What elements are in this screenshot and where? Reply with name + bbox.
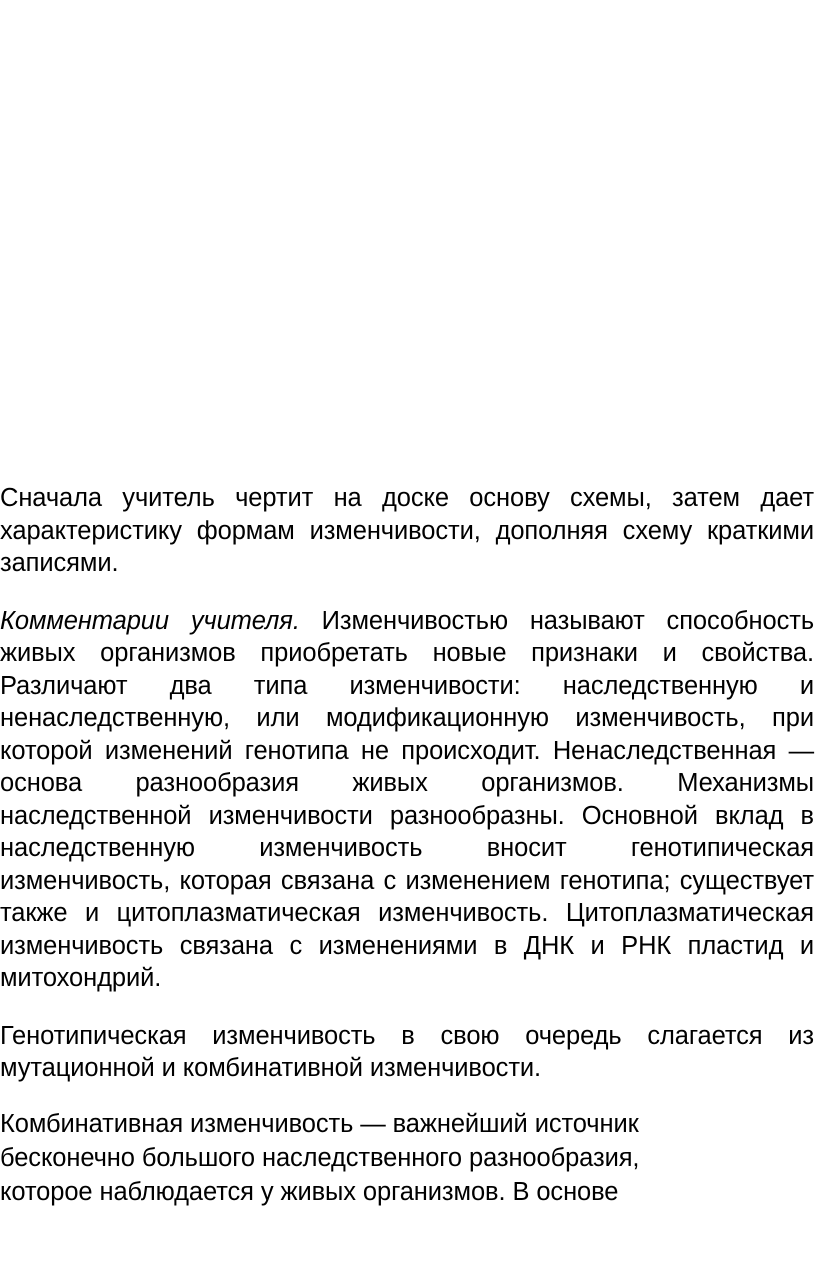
combinative-line-3: которое наблюдается у живых организмов. В основе: [0, 1177, 619, 1206]
teacher-comments-text: Изменчивостью называют способность живых организмов приобретать новые признаки и свойства. Различают два типа изменчивости: наследственную и ненаследственную, или модификационную изменчивость, при которой изменений генотипа не происходит. Ненаследственная — основа разнообразия живых организмов. Механизмы наследственной изменчивости разнообразны. Основной вклад в наследственную изменчивость вносит генотипическая изменчивость, которая связана с изменением генотипа; существует также и цитоплазматическая изменчивость. Цитоплазматическая изменчивость связана с изменениями в ДНК и РНК пластид и митохондрий.: [0, 606, 814, 992]
paragraph-combinative: [0, 1107, 814, 1209]
teacher-comments-lead: Комментарии учителя.: [0, 606, 300, 635]
paragraph-genotypic: Генотипическая изменчивость в свою очередь слагается из мутационной и комбинативной изменчивости.: [0, 1021, 814, 1082]
paragraph-intro: Сначала учитель чертит на доске основу схемы, затем дает характеристику формам изменчивости, дополняя схему краткими записями.: [0, 484, 814, 577]
document-body: [0, 482, 814, 1209]
paragraph-teacher-comments: [0, 605, 814, 995]
combinative-line-1: Комбинативная изменчивость — важнейший источник: [0, 1109, 639, 1138]
combinative-line-2: бесконечно большого наследственного разнообразия,: [0, 1143, 640, 1172]
